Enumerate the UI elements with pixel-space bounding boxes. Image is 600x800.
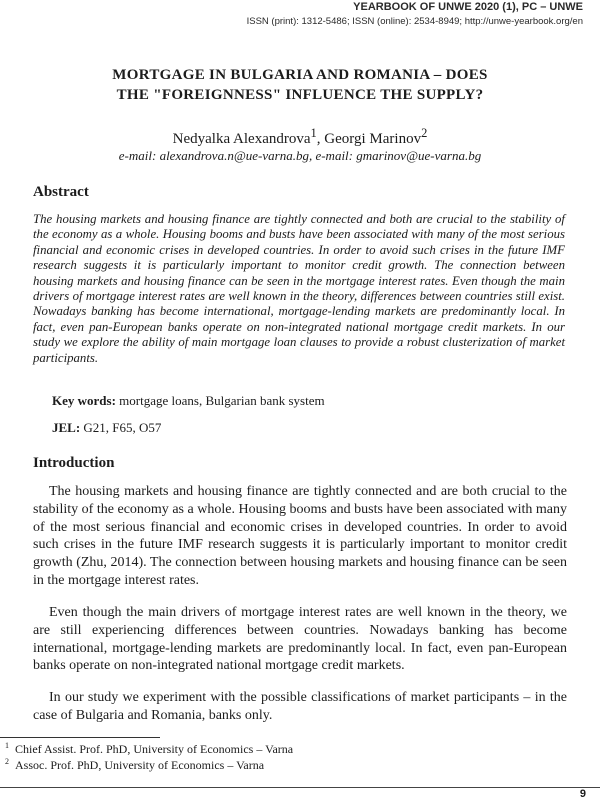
footnote-2 [5,757,264,773]
jel-value: G21, F65, O57 [80,420,162,435]
footnote-1 [5,741,293,757]
journal-title: YEARBOOK OF UNWE 2020 (1), PC – UNWE [353,1,583,13]
author-1: Nedyalka Alexandrova [172,131,311,147]
author-separator: , [316,131,325,147]
footnote-2-text: Assoc. Prof. PhD, University of Economics – Varna [15,758,265,772]
page-footer-line [0,787,600,788]
issn-line: ISSN (print): 1312-5486; ISSN (online): 2534-8949; http://unwe-yearbook.org/en [246,16,583,27]
paper-title [20,65,580,105]
author-2-footnote-mark: 2 [421,126,428,140]
author-emails: e-mail: alexandrova.n@ue-varna.bg, e-mail: gmarinov@ue-varna.bg [118,148,482,163]
introduction-heading: Introduction [33,455,115,471]
footnote-2-number: 2 [5,757,9,766]
keywords-label: Key words: [52,393,116,408]
title-line-1: MORTGAGE IN BULGARIA AND ROMANIA – DOES [112,67,488,83]
keywords [52,393,325,409]
jel-label: JEL: [52,420,81,435]
title-line-2: THE "FOREIGNNESS" INFLUENCE THE SUPPLY? [116,87,484,103]
author-1-footnote-mark: 1 [310,126,317,140]
footnote-1-text: Chief Assist. Prof. PhD, University of Economics – Varna [15,742,294,756]
author-2: Georgi Marinov [324,131,422,147]
page-number: 9 [579,788,586,800]
intro-paragraph-1: The housing markets and housing finance are tightly connected and are both crucial to the stability of the economy as a whole. Housing booms and busts have been associated with many of the most serious financial and economic crises in developed countries. In order to avoid such crises in the future IMF research suggests it is particularly important to monitor credit growth (Zhu, 2014). The connection between housing markets and housing finance can be seen in the mortgage interest rates. [33,484,567,588]
abstract-text: The housing markets and housing finance are tightly connected and both are crucial to the stability of the economy as a whole. Housing booms and busts have been associated with many of the most serious financial and economic crises in developed countries. In order to avoid such crises in the future IMF research suggests it is particularly important to monitor credit growth. The connection between housing markets and housing finance can be seen in the mortgage interest rates. Even though the main drivers of mortgage interest rates are well known in the theory, differences between countries still exist. Nowadays banking has become international, mortgage-lending markets are predominantly local. In fact, even pan-European banks operate on non-integrated national mortgage credit markets. In our study we explore the ability of main mortgage loan clauses to provide a robust clusterization of market participants. [33,212,565,365]
jel-codes [52,420,161,436]
keywords-value: mortgage loans, Bulgarian bank system [115,393,325,408]
footnote-divider [0,737,160,738]
abstract-heading: Abstract [33,184,89,200]
author-line [0,126,600,148]
intro-paragraph-2: Even though the main drivers of mortgage interest rates are well known in the theory, we are still experiencing differences between countries. Nowadays banking has become international, mortgage-lending markets are predominantly local. In fact, even pan-European banks operate on non-integrated national mortgage credit markets. [33,605,567,674]
footnote-1-number: 1 [5,741,9,750]
intro-paragraph-3: In our study we experiment with the possible classifications of market participants – in the case of Bulgaria and Romania, banks only. [33,690,567,723]
